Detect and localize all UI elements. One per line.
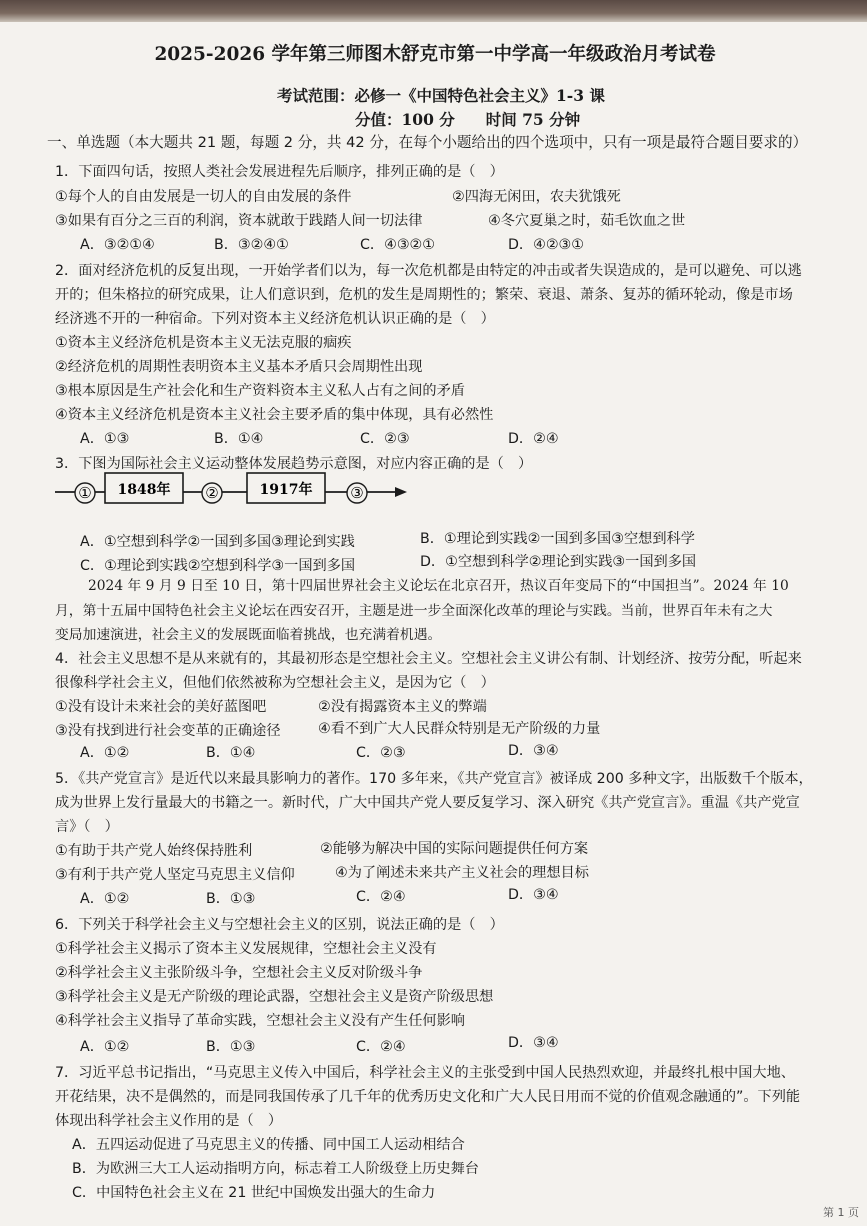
q4-stem-line-1: 4．社会主义思想不是从来就有的，其最初形态是空想社会主义。空想社会主义讲公有制、计划经济、按劳分配，听起来 [55,651,802,667]
q3-option-b[interactable]: B．①理论到实践②一国到多国③空想到科学 [420,531,695,547]
q4-statement-4: ④看不到广大人民群众特别是无产阶级的力量 [318,721,601,737]
timeline-diagram [55,470,415,520]
timeline-label-2: ② [205,484,219,502]
q3-option-c[interactable]: C．①理论到实践②空想到科学③一国到多国 [80,558,356,574]
q1-statement-2: ②四海无闲田，农夫犹饿死 [452,189,621,205]
q6-option-d[interactable]: D．③④ [508,1035,559,1051]
q6-statement-1: ①科学社会主义揭示了资本主义发展规律，空想社会主义没有 [55,941,437,957]
q4-option-c[interactable]: C．②③ [356,745,406,761]
q7-option-c[interactable]: C．中国特色社会主义在 21 世纪中国焕发出强大的生命力 [72,1185,436,1201]
q1-statement-3: ③如果有百分之三百的利润，资本就敢于践踏人间一切法律 [55,213,423,229]
q2-option-c[interactable]: C．②③ [360,431,410,447]
q6-statement-3: ③科学社会主义是无产阶级的理论武器，空想社会主义是资产阶级思想 [55,989,494,1005]
q3-option-a[interactable]: A．①空想到科学②一国到多国③理论到实践 [80,534,355,550]
material-line-3: 变局加速演进，社会主义的发展既面临着挑战，也充满着机遇。 [55,627,442,643]
q3-stem: 3．下图为国际社会主义运动整体发展趋势示意图，对应内容正确的是（ ） [55,456,533,472]
q5-option-d[interactable]: D．③④ [508,887,559,903]
q6-option-a[interactable]: A．①② [80,1039,130,1055]
material-line-1: 2024 年 9 月 9 日至 10 日，第十四届世界社会主义论坛在北京召开，热议百年变局下的“中国担当”。2024 年 10 [88,578,789,594]
q2-stem-line-3: 经济逃不开的一种宿命。下列对资本主义经济危机认识正确的是（ ） [55,311,495,327]
q5-stem-line-1: 5．《共产党宣言》是近代以来最具影响力的著作。170 多年来，《共产党宣言》被译成 200 多种文字，出版数千个版本， [55,771,813,787]
exam-title: 2025-2026 学年第三师图木舒克市第一中学高一年级政治月考试卷 [154,44,716,65]
q1-stem: 1．下面四句话，按照人类社会发展进程先后顺序，排列正确的是（ ） [55,164,504,180]
q5-stem-line-3: 言》（ ） [55,819,119,835]
q4-statement-3: ③没有找到进行社会变革的正确途径 [55,723,281,739]
timeline-arrowhead [395,487,407,497]
q7-stem-line-1: 7．习近平总书记指出，“马克思主义传入中国后，科学社会主义的主张受到中国人民热烈欢迎，并最终扎根中国大地、 [55,1065,795,1081]
q1-option-b[interactable]: B．③②④① [214,237,289,253]
timeline-label-1: ① [78,484,92,502]
q4-statement-2: ②没有揭露资本主义的弊端 [318,699,487,715]
q6-stem: 6．下列关于科学社会主义与空想社会主义的区别，说法正确的是（ ） [55,917,504,933]
q5-option-a[interactable]: A．①② [80,891,130,907]
q7-stem-line-2: 开花结果，决不是偶然的，而是同我国传承了几千年的优秀历史文化和广大人民日用而不觉的价值观念融通的”。下列能 [55,1089,801,1105]
q1-option-a[interactable]: A．③②①④ [80,237,155,253]
q3-option-d[interactable]: D．①空想到科学②理论到实践③一国到多国 [420,554,697,570]
q5-statement-1: ①有助于共产党人始终保持胜利 [55,843,253,859]
timeline-year-1848: 1848年 [117,482,171,498]
q4-option-b[interactable]: B．①④ [206,745,256,761]
page-footer: 第 1 页 [823,1206,859,1219]
q2-statement-1: ①资本主义经济危机是资本主义无法克服的痼疾 [55,335,352,351]
timeline-year-1917: 1917年 [259,482,313,498]
exam-score-time: 分值：100 分 时间 75 分钟 [355,110,581,129]
q7-option-b[interactable]: B．为欧洲三大工人运动指明方向，标志着工人阶级登上历史舞台 [72,1161,479,1177]
scan-top-edge [0,0,867,22]
q7-stem-line-3: 体现出科学社会主义作用的是（ ） [55,1113,283,1129]
q2-option-b[interactable]: B．①④ [214,431,264,447]
q4-option-d[interactable]: D．③④ [508,743,559,759]
q1-statement-1: ①每个人的自由发展是一切人的自由发展的条件 [55,189,352,205]
q4-stem-line-2: 很像科学社会主义，但他们依然被称为空想社会主义，是因为它（ ） [55,675,495,691]
q2-statement-2: ②经济危机的周期性表明资本主义基本矛盾只会周期性出现 [55,359,423,375]
q5-stem-line-2: 成为世界上发行量最大的书籍之一。新时代，广大中国共产党人要反复学习、深入研究《共产党宣言》。重温《共产党宣 [55,795,800,811]
q1-option-c[interactable]: C．④③②① [360,237,435,253]
q2-stem-line-2: 开的；但朱格拉的研究成果，让人们意识到，危机的发生是周期性的；繁荣、衰退、萧条、复苏的循环轮动，像是市场 [55,287,793,303]
q4-option-a[interactable]: A．①② [80,745,130,761]
q6-option-c[interactable]: C．②④ [356,1039,406,1055]
q5-statement-2: ②能够为解决中国的实际问题提供任何方案 [320,841,589,857]
q2-statement-4: ④资本主义经济危机是资本主义社会主要矛盾的集中体现，具有必然性 [55,407,494,423]
section-heading: 一、单选题（本大题共 21 题，每题 2 分，共 42 分，在每个小题给出的四个选项中，只有一项是最符合题目要求的） [47,134,808,151]
q1-statement-4: ④冬穴夏巢之时，茹毛饮血之世 [488,213,686,229]
q1-option-d[interactable]: D．④②③① [508,237,584,253]
q4-statement-1: ①没有设计未来社会的美好蓝图吧 [55,699,267,715]
q5-option-c[interactable]: C．②④ [356,889,406,905]
q2-option-d[interactable]: D．②④ [508,431,559,447]
q6-statement-4: ④科学社会主义指导了革命实践，空想社会主义没有产生任何影响 [55,1013,465,1029]
q2-statement-3: ③根本原因是生产社会化和生产资料资本主义私人占有之间的矛盾 [55,383,465,399]
q7-option-a[interactable]: A．五四运动促进了马克思主义的传播、同中国工人运动相结合 [72,1137,465,1153]
q5-option-b[interactable]: B．①③ [206,891,256,907]
q5-statement-4: ④为了阐述未来共产主义社会的理想目标 [335,865,589,881]
q5-statement-3: ③有利于共产党人坚定马克思主义信仰 [55,867,295,883]
material-line-2: 月，第十五届中国特色社会主义论坛在西安召开，主题是进一步全面深化改革的理论与实践。当前，世界百年未有之大 [55,603,773,619]
timeline-label-3: ③ [350,484,364,502]
q6-option-b[interactable]: B．①③ [206,1039,256,1055]
exam-scope: 考试范围：必修一《中国特色社会主义》1-3 课 [277,86,605,105]
q2-stem-line-1: 2．面对经济危机的反复出现，一开始学者们以为，每一次危机都是由特定的冲击或者失误造成的，是可以避免、可以逃 [55,263,802,279]
q6-statement-2: ②科学社会主义主张阶级斗争，空想社会主义反对阶级斗争 [55,965,423,981]
q2-option-a[interactable]: A．①③ [80,431,130,447]
